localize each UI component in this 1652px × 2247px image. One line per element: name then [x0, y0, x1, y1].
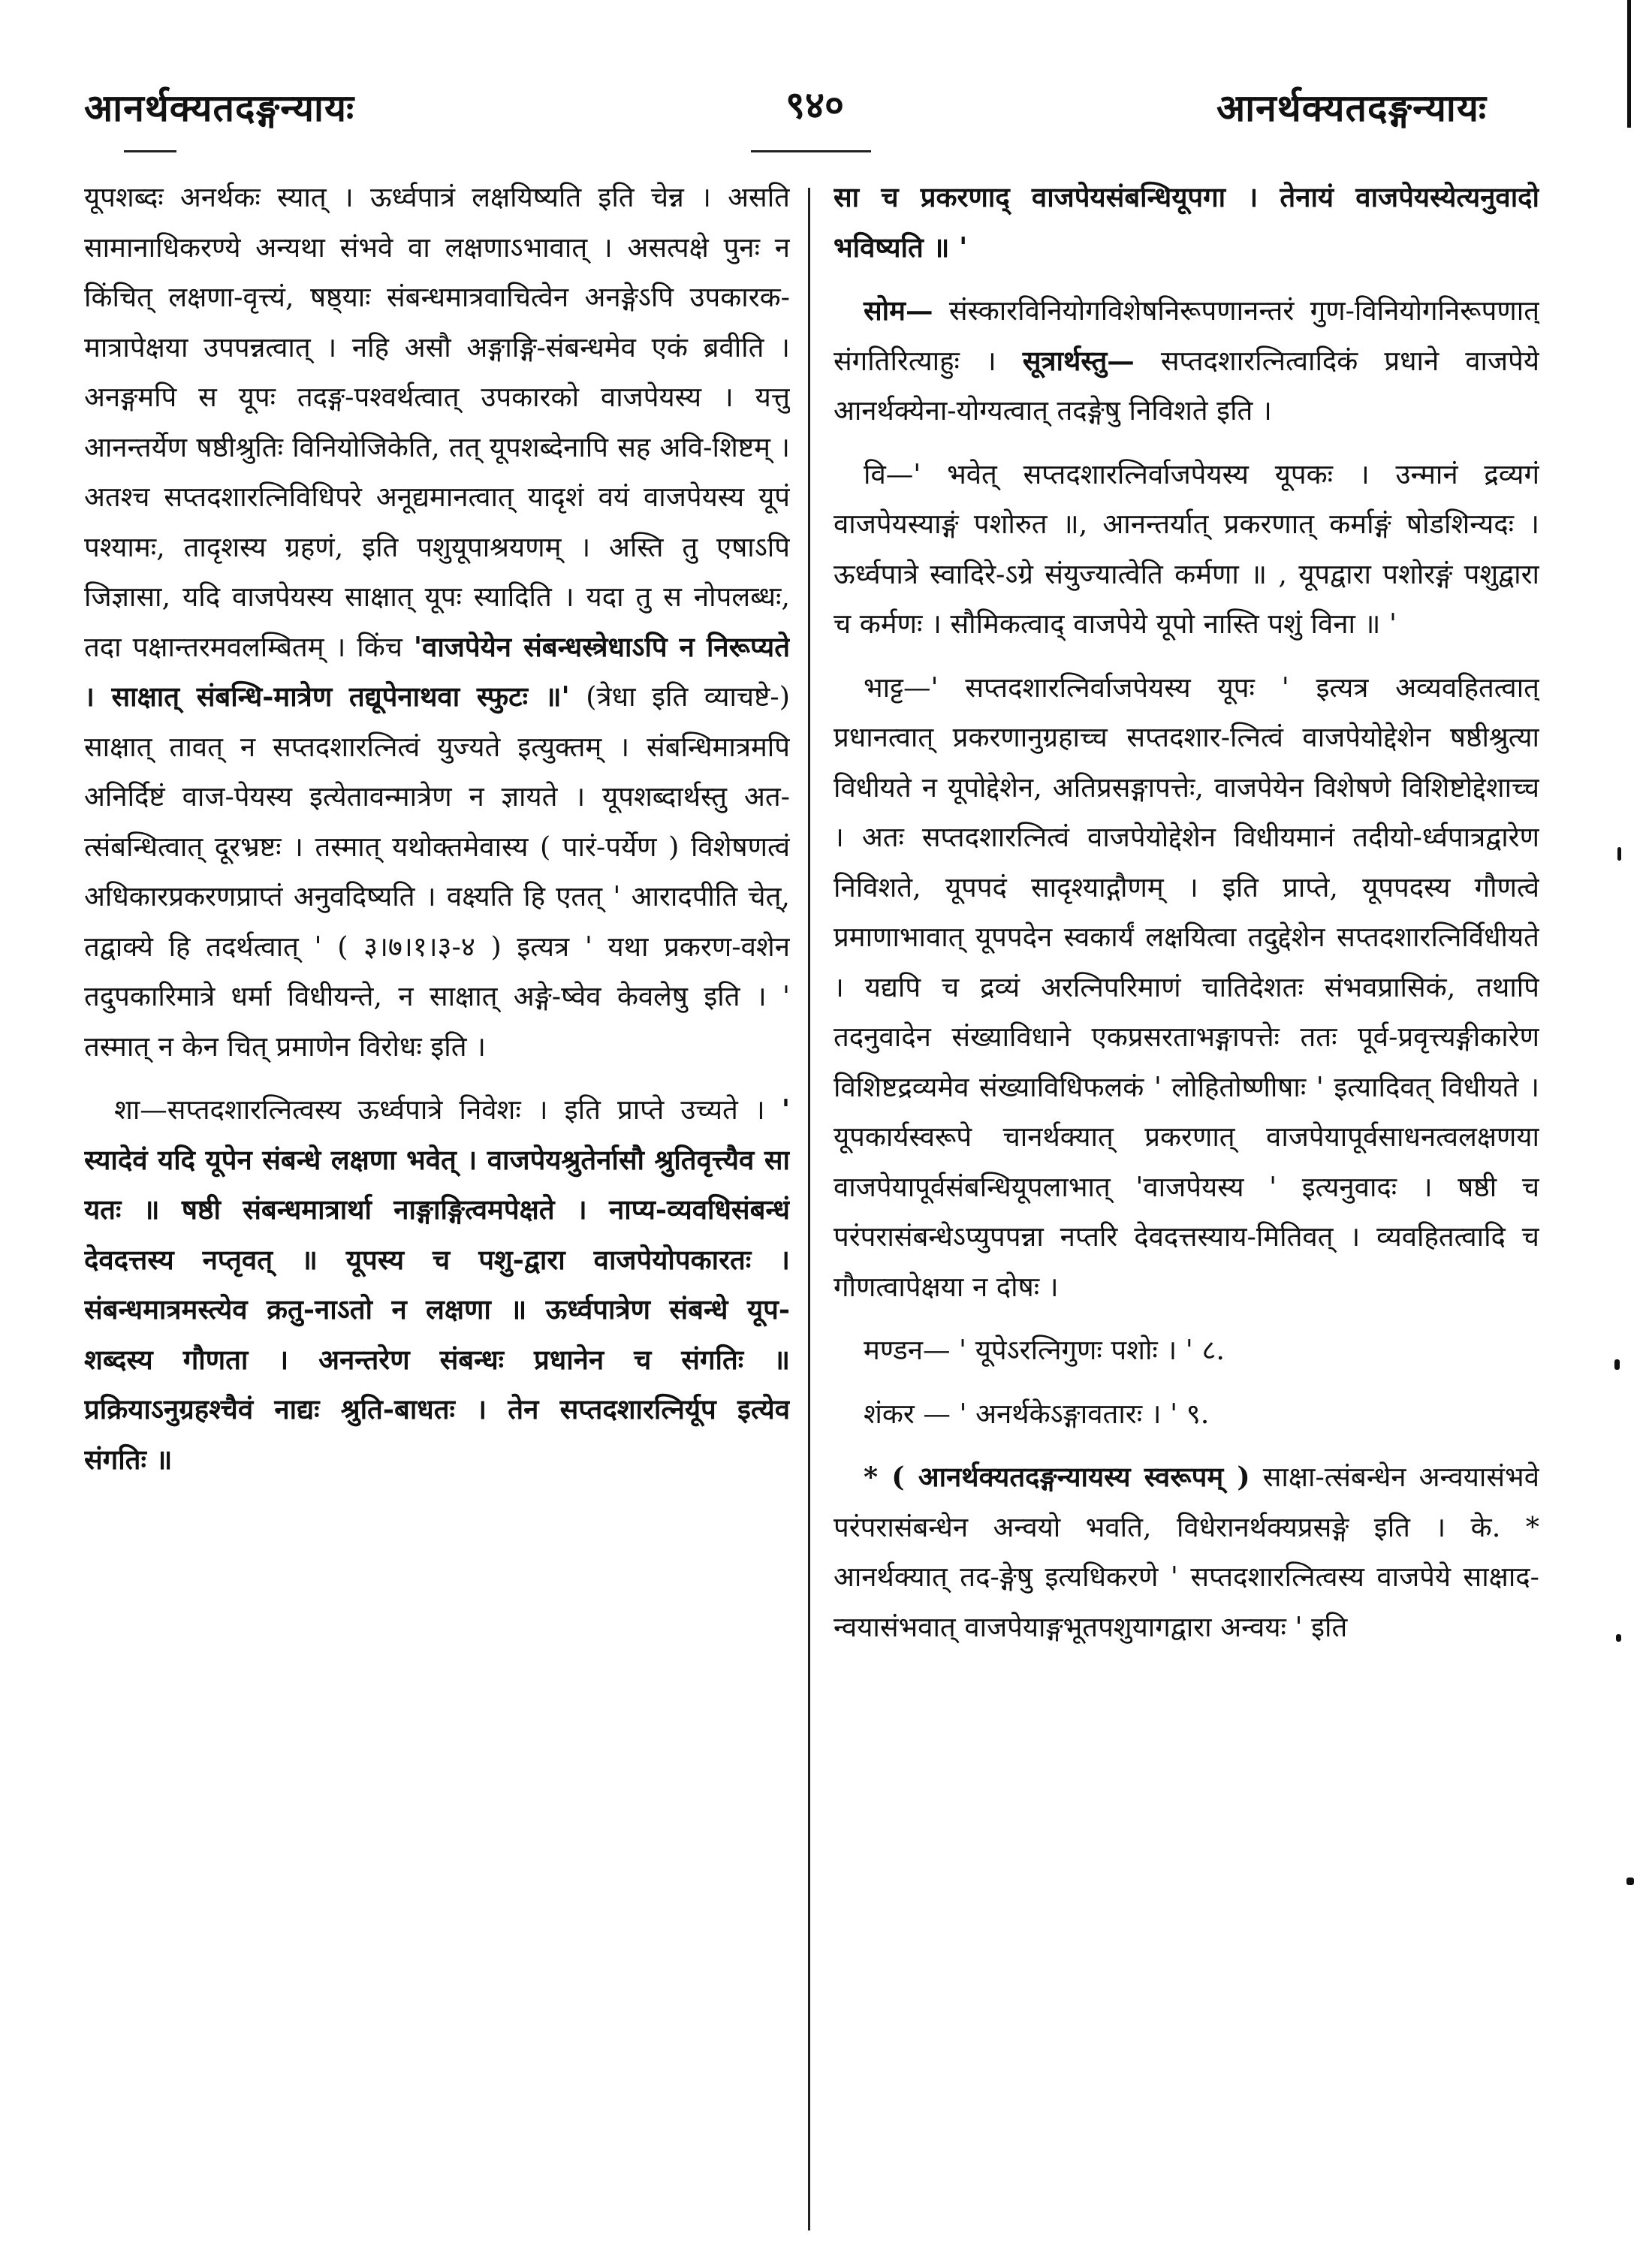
left-p1-verse: 'वाजपेयेन संबन्धस्त्रेधाऽपि न निरूप्यते । साक्षात् संबन्धि-मात्रेण तद्यूपेनाथवा स्फुटः ॥' — [84, 630, 790, 713]
right-paragraph-3: भाट्ट—' सप्तदशारत्निर्वाजपेयस्य यूपः ' इत्यत्र अव्यवहितत्वात् प्रधानत्वात् प्रकरणानुग्रहाच्च सप्तदशार-त्नित्वं वाजपेयोद्देशेन षष्ठीश्रुत्या विधीयते न यूपोद्देशेन, अतिप्रसङ्गापत्तेः, वाजपेयेन विशेषणे विशिष्टोद्देशाच्च । अतः सप्तदशारत्नित्वं वाजपेयोद्देशेन विधीयमानं तदीयो-र्ध्वपात्रद्वारेण निविशते, यूपपदं सादृश्याद्गौणम् । इति प्राप्ते, यूपपदस्य गौणत्वे प्रमाणाभावात् यूपपदेन स्वकार्यं लक्षयित्वा तदुद्देशेन सप्तदशारत्निर्विधीयते । यद्यपि च द्रव्यं अरत्निपरिमाणं चातिदेशतः संभवप्रासिकं, तथापि तदनुवादेन संख्याविधाने एकप्रसरताभङ्गापत्तेः ततः पूर्व-प्रवृत्त्यङ्गीकारेण विशिष्टद्रव्यमेव संख्याविधिफलकं ' लोहितोष्णीषाः ' इत्यादिवत् विधीयते । यूपकार्यस्वरूपे चानर्थक्यात् प्रकरणात् वाजपेयापूर्वसाधनत्वलक्षणया वाजपेयापूर्वसंबन्धियूपलाभात् 'वाजपेयस्य ' इत्यनुवादः । षष्ठी च परंपरासंबन्धेऽप्युपपन्ना नप्तरि देवदत्तस्याय-मितिवत् । व्यवहितत्वादि च गौणत्वापेक्षया न दोषः । — [834, 671, 1539, 1303]
right-paragraph-6 — [834, 1452, 1539, 1652]
right-paragraph-1 — [834, 286, 1539, 436]
page-header — [0, 0, 1652, 165]
scan-speck-3 — [1616, 1634, 1621, 1642]
scan-edge-mark-top — [1627, 0, 1631, 128]
right-p1-label: सोम— — [864, 294, 933, 327]
right-paragraph-4: मण्डन— ' यूपेऽरत्निगुणः पशोः । ' ८. — [864, 1334, 1225, 1366]
left-p2-verse: ' स्यादेवं यदि यूपेन संबन्धे लक्षणा भवेत् । वाजपेयश्रुतेर्नासौ श्रुतिवृत्त्यैव सा यतः ॥ षष्ठी संबन्धमात्रार्था नाङ्गाङ्गित्वमपेक्षते । नाप्य-व्यवधिसंबन्धं देवदत्तस्य नप्तृवत् ॥ यूपस्य च पशु-द्वारा वाजपेयोपकारतः । संबन्धमात्रमस्त्येव क्रतु-नाऽतो न लक्षणा ॥ ऊर्ध्वपात्रेण संबन्धे यूप-शब्दस्य गौणता । अनन्तरेण संबन्धः प्रधानेन च संगतिः ॥ प्रक्रियाऽनुग्रहश्चैवं नाद्यः श्रुति-बाधतः । तेन सप्तदशारत्निर्यूप इत्येव संगतिः ॥ — [84, 1093, 790, 1476]
page-number: ९४० — [785, 83, 844, 127]
scan-speck-1 — [1617, 847, 1621, 861]
left-paragraph-1 — [84, 173, 790, 1072]
right-paragraph-0: सा च प्रकरणाद् वाजपेयसंबन्धियूपगा । तेनायं वाजपेयस्येत्यनुवादो भविष्यति ॥ ' — [834, 181, 1539, 264]
left-column — [84, 173, 790, 1498]
right-p6-lead: * ( आनर्थक्यतदङ्गन्यायस्य स्वरूपम् ) — [864, 1461, 1250, 1493]
right-p1-continuation: सप्तदशारत्नित्वादिकं प्रधाने वाजपेये आनर्थक्येना-योग्यत्वात् तदङ्गेषु निविशते इति । — [834, 344, 1539, 427]
right-paragraph-2: वि—' भवेत् सप्तदशारत्निर्वाजपेयस्य यूपकः । उन्मानं द्रव्यगं वाजपेयस्याङ्गं पशोरुत ॥, आनन्तर्यात् प्रकरणात् कर्माङ्गं षोडशिन्यदः । ऊर्ध्वपात्रे स्वादिरे-ऽग्रे संयुज्यात्वेति कर्मणा ॥ , यूपद्वारा पशोरङ्गं पशुद्वारा च कर्मणः । सौमिकत्वाद् वाजपेये यूपो नास्ति पशुं विना ॥ ' — [834, 457, 1539, 640]
right-paragraph-5: शंकर — ' अनर्थकेऽङ्गावतारः । ' ९. — [864, 1397, 1210, 1430]
right-p1-sutra: सूत्रार्थस्तु— — [1022, 344, 1135, 377]
left-paragraph-2 — [84, 1085, 790, 1485]
right-p1-text: संस्कारविनियोगविशेषनिरूपणानन्तरं गुण-विनियोगनिरूपणात् संगतिरित्याहुः । — [834, 294, 1539, 377]
scan-speck-4 — [1626, 1878, 1634, 1885]
header-rule-left — [124, 150, 176, 152]
right-column — [834, 173, 1539, 1666]
column-divider — [808, 188, 810, 2230]
left-p2-lead: शा—सप्तदशारत्नित्वस्य ऊर्ध्वपात्रे निवेशः । इति प्राप्ते उच्यते । — [114, 1093, 765, 1126]
scan-speck-2 — [1614, 1359, 1620, 1370]
left-p1-text: यूपशब्दः अनर्थकः स्यात् । ऊर्ध्वपात्रं लक्षयिष्यति इति चेन्न । असति सामानाधिकरण्ये अन्यथा संभवे वा लक्षणाऽभावात् । असत्पक्षे पुनः न किंचित् लक्षणा-वृत्त्यं, षष्ठ्याः संबन्धमात्रवाचित्वेन अनङ्गेऽपि उपकारक-मात्रापेक्षया उपपन्नत्वात् । नहि असौ अङ्गाङ्गि-संबन्धमेव एकं ब्रवीति । अनङ्गमपि स यूपः तदङ्ग-पश्वर्थत्वात् उपकारको वाजपेयस्य । यत्तु आनन्तर्येण षष्ठीश्रुतिः विनियोजिकेति, तत् यूपशब्देनापि सह अवि-शिष्टम् । अतश्च सप्तदशारत्निविधिपरे अनूद्यमानत्वात् यादृशं वयं वाजपेयस्य यूपं पश्यामः, तादृशस्य ग्रहणं, इति पशुयूपाश्रयणम् । अस्ति तु एषाऽपि जिज्ञासा, यदि वाजपेयस्य साक्षात् यूपः स्यादिति । यदा तु स नोपलब्धः, तदा पक्षान्तरमवलम्बितम् । किंच — [84, 181, 790, 663]
left-p1-continuation: (त्रेधा इति व्याचष्टे-) साक्षात् तावत् न सप्तदशारत्नित्वं युज्यते इत्युक्तम् । संबन्धिमात्रमपि अनिर्दिष्टं वाज-पेयस्य इत्येतावन्मात्रेण न ज्ञायते । यूपशब्दार्थस्तु अत-त्संबन्धित्वात् दूरभ्रष्टः । तस्मात् यथोक्तमेवास्य ( पारं-पर्येण ) विशेषणत्वं अधिकारप्रकरणप्राप्तं अनुवदिष्यति । वक्ष्यति हि एतत् ' आरादपीति चेत्, तद्वाक्ये हि तदर्थत्वात् ' ( ३।७।१।३-४ ) इत्यत्र ' यथा प्रकरण-वशेन तदुपकारिमात्रे धर्मा विधीयन्ते, न साक्षात् अङ्गे-ष्वेव केवलेषु इति । ' तस्मात् न केन चित् प्रमाणेन विरोधः इति । — [84, 680, 790, 1063]
header-rule-center — [751, 150, 871, 152]
right-p6-text: साक्षा-त्संबन्धेन अन्वयासंभवे परंपरासंबन्धेन अन्वयो भवति, विधेरानर्थक्यप्रसङ्गे इति । के. * आनर्थक्यात् तद-ङ्गेषु इत्यधिकरणे ' सप्तदशारत्नित्वस्य वाजपेये साक्षाद-न्वयासंभवात् वाजपेयाङ्गभूतपशुयागद्वारा अन्वयः ' इति — [834, 1461, 1539, 1643]
running-head-left: आनर्थक्यतदङ्गन्यायः — [84, 86, 355, 130]
running-head-right: आनर्थक्यतदङ्गन्यायः — [1216, 86, 1487, 130]
